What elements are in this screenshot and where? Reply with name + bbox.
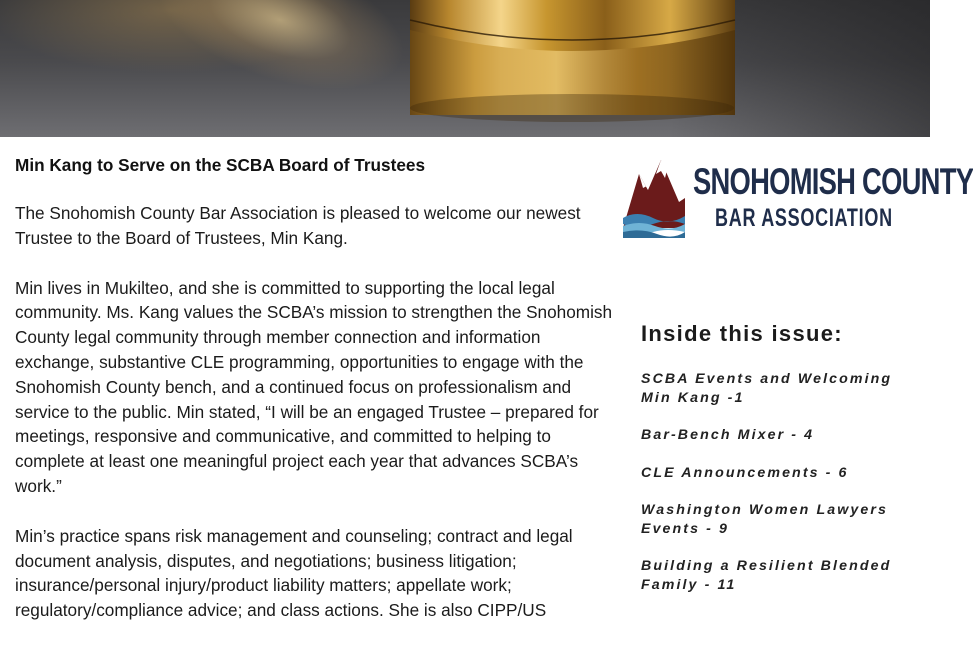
article-paragraph-mission: Min lives in Mukilteo, and she is committed to supporting the local legal community. Ms. Kang values the SCBA’s mission to strengthen the Snohomish County legal community through member connection and information exchange, substantive CLE programming, opportunities to engage with the Snohomish County bench, and a continued focus on professionalism and service to the public. Min stated, “I will be an engaged Trustee – prepared for meetings, responsive and communicative, and committed to helping to complete at least one meaningful project each year that advances SCBA’s work.” [15,277,613,496]
article-paragraph-intro: The Snohomish County Bar Association is pleased to welcome our newest Trustee to the Board of Trustees, Min Kang. [15,203,581,248]
hero-light-flare [138,0,422,117]
toc-item-scba-events: SCBA Events and Welcoming Min Kang -1 [641,371,893,406]
article-headline: Min Kang to Serve on the SCBA Board of Trustees [15,155,426,175]
inside-this-issue [641,318,916,613]
logo-text-association: BAR ASSOCIATION [715,204,893,232]
gavel-icon [410,0,735,140]
toc-item-bar-bench-mixer: Bar-Bench Mixer - 4 [641,427,815,443]
toc-item-cle-announcements: CLE Announcements - 6 [641,464,849,481]
main-article [15,153,615,648]
toc-item-wwl-events: Washington Women Lawyers Events - 9 [641,502,888,537]
hero-gavel-photo [0,0,930,137]
scba-logo [617,152,973,250]
toc-item-blended-family: Building a Resilient Blended Family - 11 [641,558,892,593]
logo-text-county: SNOHOMISH COUNTY [693,161,973,202]
mountain-logo-icon [617,152,687,250]
sidebar-title: Inside this issue: [641,321,843,346]
issue-contents-list [641,370,916,594]
article-paragraph-practice: Min’s practice spans risk management and counseling; contract and legal document analysis, disputes, and negotiations; business litigation; insurance/personal injury/product liability matters; appellate work; regulatory/compliance advice; and class actions. She is also CIPP/US [15,525,573,621]
